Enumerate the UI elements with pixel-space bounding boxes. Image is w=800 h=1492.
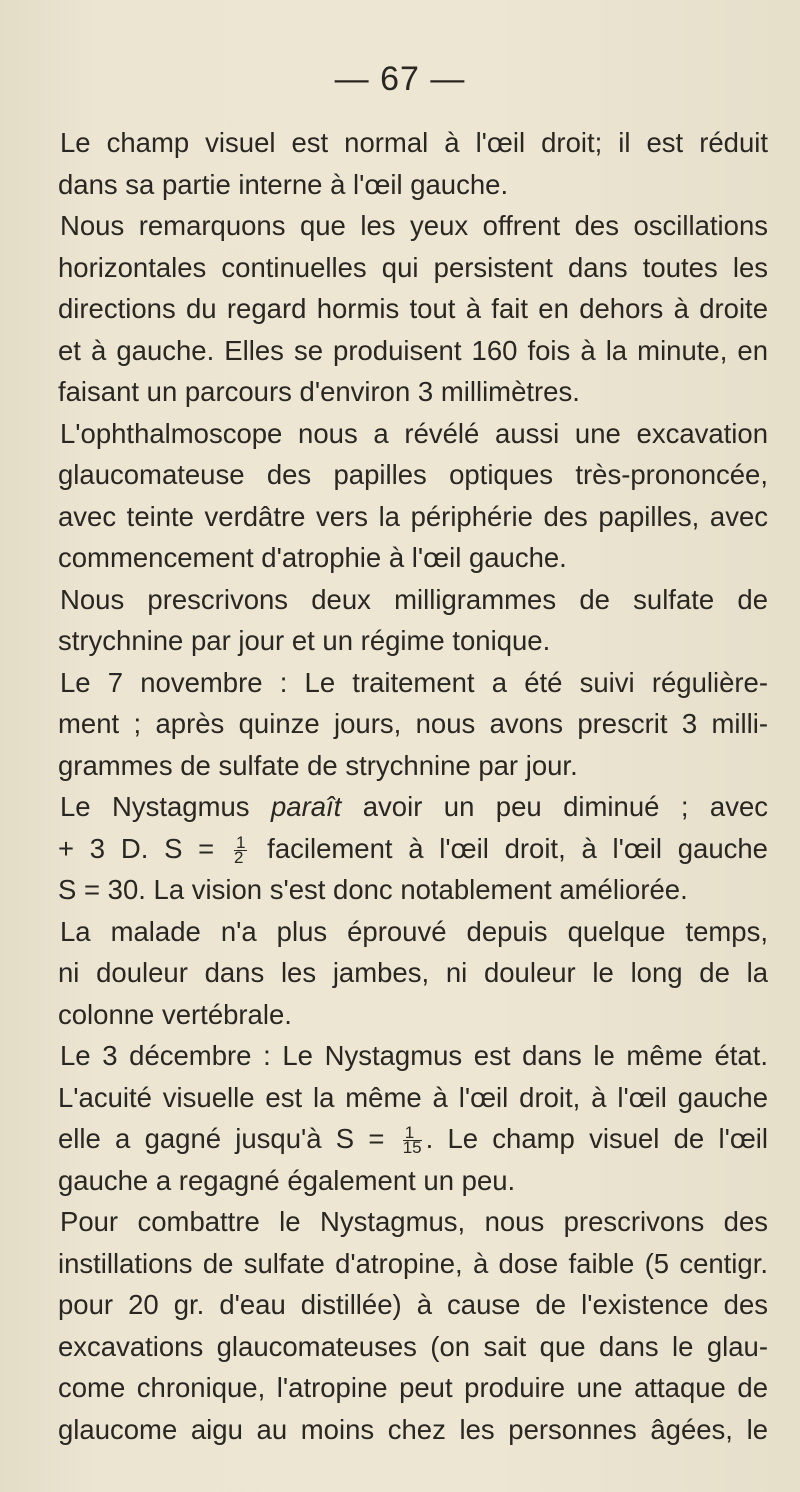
text-line: come chronique, l'atropine peut produire une attaque de [58,1372,768,1403]
text-line: Pour combattre le Nystagmus, nous prescrivons des [60,1206,768,1237]
text-line: instillations de sulfate d'atropine, à dose faible (5 centigr. [58,1247,768,1279]
text-line: La malade n'a plus éprouvé depuis quelque temps, [60,915,768,947]
text-line: pour 20 gr. d'eau distillée) à cause de l'existence des [58,1289,768,1320]
fraction [233,832,247,867]
text-line: colonne vertébrale. [58,998,292,1030]
text-line: avec teinte verdâtre vers la périphérie des papilles, avec [58,500,768,532]
fraction-numerator: 1 [403,1126,422,1141]
text-line: ni douleur dans les jambes, ni douleur le long de la [58,957,768,988]
text-line: horizontales continuelles qui persistent dans toutes les [58,251,768,283]
text-line [58,786,768,828]
fraction-denominator: 15 [402,1138,422,1158]
fraction [402,1123,422,1158]
text-line: L'acuité visuelle est la même à l'œil droit, à l'œil gauche [58,1081,768,1113]
text-line: commencement d'atrophie à l'œil gauche. [58,542,567,573]
text-line: Le 7 novembre : Le traitement a été suivi régulière- [60,666,768,698]
text-line [58,1118,768,1160]
text-line: gauche a regagné également un peu. [58,1164,516,1196]
text-span: + 3 D. S = [58,832,230,864]
text-line: Nous prescrivons deux milligrammes de sulfate de [60,583,768,615]
fraction-denominator: 2 [233,847,244,867]
text-line: excavations glaucomateuses (on sait que dans le glau- [58,1330,768,1362]
text-line: ment ; après quinze jours, nous avons prescrit 3 milli- [58,708,768,739]
text-line: dans sa partie interne à l'œil gauche. [58,168,509,200]
text-line: faisant un parcours d'environ 3 millimètres. [58,376,580,407]
text-line: Nous remarquons que les yeux offrent des oscillations [60,210,768,241]
text-line: glaucome aigu au moins chez les personnes âgées, le [58,1413,768,1445]
text-line: directions du regard hormis tout à fait en dehors à droite [58,293,768,324]
text-line: S = 30. La vision s'est donc notablement améliorée. [58,874,688,905]
text-span: elle a gagné jusqu'à S = [58,1123,399,1154]
text-span: avoir un peu diminué ; avec [341,791,768,822]
text-line: Le 3 décembre : Le Nystagmus est dans le même état. [60,1040,768,1071]
text-line [58,828,768,870]
text-line: L'ophthalmoscope nous a révélé aussi une excavation [60,417,768,449]
text-line: strychnine par jour et un régime tonique. [58,625,551,656]
fraction-numerator: 1 [235,832,246,852]
text-line: et à gauche. Elles se produisent 160 fois à la minute, en [58,334,768,366]
text-line: glaucomateuse des papilles optiques très-prononcée, [58,459,768,490]
text-line: Le champ visuel est normal à l'œil droit; il est réduit [60,127,768,158]
page-number: — 67 — [334,60,466,98]
text-span: facilement à l'œil droit, à l'œil gauche [251,832,768,864]
text-span: . Le champ visuel de l'œil [425,1123,768,1154]
italic-word: paraît [270,791,342,822]
text-span: Le Nystagmus [60,791,271,822]
body-text [58,122,768,1450]
text-line: grammes de sulfate de strychnine par jour. [58,749,578,781]
